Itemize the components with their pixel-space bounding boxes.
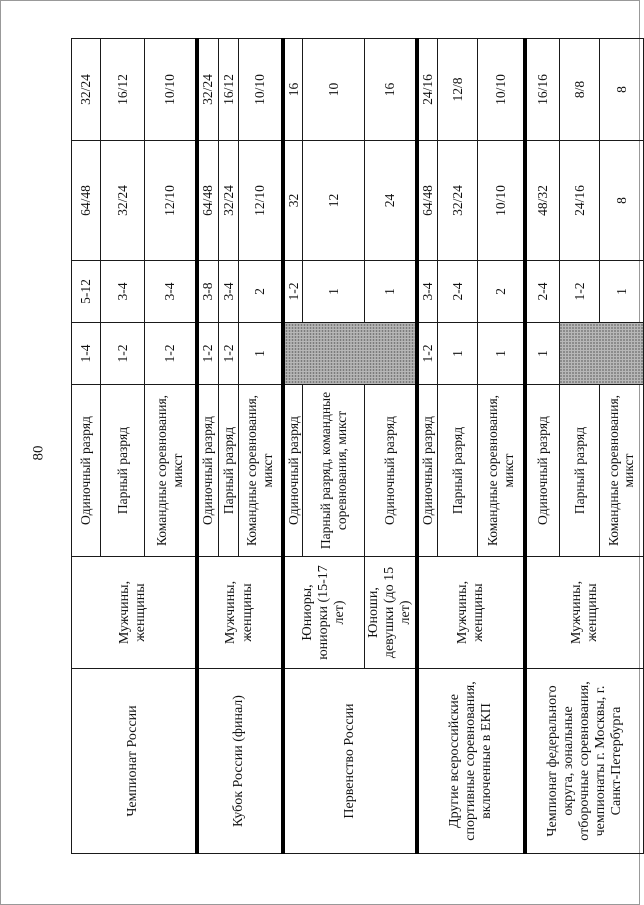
value-cell: 48/32: [525, 141, 559, 261]
value-cell: 32/24: [101, 141, 145, 261]
discipline-cell: Командные соревнования, микст: [477, 385, 525, 557]
category-cell: Мужчины, женщины: [417, 557, 525, 669]
value-cell: 32/24: [197, 39, 219, 141]
places-cell: 1-2: [283, 261, 303, 323]
discipline-cell: Парный разряд, командные соревнования, микст: [303, 385, 365, 557]
discipline-cell: Одиночный разряд: [197, 385, 219, 557]
places-cell: 1: [437, 323, 477, 385]
value-cell: 10/10: [477, 39, 525, 141]
places-cell: 5-12: [72, 261, 101, 323]
value-cell: 8: [599, 39, 643, 141]
discipline-cell: Одиночный разряд: [525, 385, 559, 557]
value-cell: 16: [283, 39, 303, 141]
category-cell: Мужчины, женщины: [525, 557, 643, 669]
value-cell: 24: [365, 141, 418, 261]
competition-cell: Первенство России: [283, 669, 418, 854]
category-cell: Мужчины, женщины: [72, 557, 197, 669]
table-container: [71, 39, 637, 854]
places-cell: 2-4: [525, 261, 559, 323]
places-cell: 1-4: [72, 323, 101, 385]
value-cell: 12: [303, 141, 365, 261]
places-cell: 1: [365, 261, 418, 323]
category-cell: Юниоры, юниорки (15-17 лет): [283, 557, 365, 669]
value-cell: 32/24: [72, 39, 101, 141]
value-cell: 24/16: [417, 39, 437, 141]
places-cell: 1: [239, 323, 283, 385]
discipline-cell: Парный разряд: [101, 385, 145, 557]
discipline-cell: Парный разряд: [437, 385, 477, 557]
table-row: [417, 39, 437, 854]
shaded-cell: [283, 323, 418, 385]
value-cell: 32/24: [437, 141, 477, 261]
value-cell: 64/48: [72, 141, 101, 261]
value-cell: 16/12: [101, 39, 145, 141]
category-cell: Юноши, девушки (до 15 лет): [365, 557, 418, 669]
places-cell: 2: [477, 261, 525, 323]
discipline-cell: Командные соревнования, микст: [239, 385, 283, 557]
value-cell: 12/8: [437, 39, 477, 141]
shaded-cell: [559, 323, 643, 385]
competition-cell: Другие всероссийские спортивные соревнования, включенные в ЕКП: [417, 669, 525, 854]
places-cell: 3-8: [197, 261, 219, 323]
table-row: [72, 39, 101, 854]
places-cell: 2: [239, 261, 283, 323]
places-cell: 3-4: [101, 261, 145, 323]
places-cell: 1-2: [197, 323, 219, 385]
value-cell: 12/10: [145, 141, 197, 261]
competition-cell: Чемпионат России: [72, 669, 197, 854]
table-row: [525, 39, 559, 854]
discipline-cell: Одиночный разряд: [365, 385, 418, 557]
value-cell: 10/10: [145, 39, 197, 141]
value-cell: 32: [283, 141, 303, 261]
value-cell: 64/48: [417, 141, 437, 261]
rotated-table-wrapper: [71, 39, 637, 854]
value-cell: 12/10: [239, 141, 283, 261]
category-cell: Мужчины, женщины: [197, 557, 283, 669]
value-cell: 10/10: [239, 39, 283, 141]
places-cell: 1: [525, 323, 559, 385]
table-row: [197, 39, 219, 854]
value-cell: 10: [303, 39, 365, 141]
page-number: 80: [30, 445, 47, 461]
places-cell: 3-4: [219, 261, 239, 323]
value-cell: 10/10: [477, 141, 525, 261]
places-cell: 1: [303, 261, 365, 323]
discipline-cell: Командные соревнования, микст: [599, 385, 643, 557]
places-cell: 1-2: [145, 323, 197, 385]
discipline-cell: Одиночный разряд: [72, 385, 101, 557]
places-cell: 1: [599, 261, 643, 323]
places-cell: 3-4: [145, 261, 197, 323]
places-cell: 3-4: [417, 261, 437, 323]
value-cell: 16/12: [219, 39, 239, 141]
places-cell: 1-2: [101, 323, 145, 385]
discipline-cell: Одиночный разряд: [283, 385, 303, 557]
table-row: [283, 39, 303, 854]
discipline-cell: Парный разряд: [559, 385, 599, 557]
discipline-cell: Одиночный разряд: [417, 385, 437, 557]
ranking-table: [71, 38, 644, 854]
value-cell: 8/8: [559, 39, 599, 141]
value-cell: 16: [365, 39, 418, 141]
places-cell: 1: [477, 323, 525, 385]
discipline-cell: Парный разряд: [219, 385, 239, 557]
competition-cell: Чемпионат федерального округа, зональные отборочные соревнования, чемпионаты г. Москвы, г. Санкт-Петербурга: [525, 669, 643, 854]
competition-cell: Кубок России (финал): [197, 669, 283, 854]
places-cell: 1-2: [559, 261, 599, 323]
value-cell: 64/48: [197, 141, 219, 261]
places-cell: 1-2: [219, 323, 239, 385]
value-cell: 8: [599, 141, 643, 261]
discipline-cell: Командные соревнования, микст: [145, 385, 197, 557]
value-cell: 24/16: [559, 141, 599, 261]
places-cell: 1-2: [417, 323, 437, 385]
places-cell: 2-4: [437, 261, 477, 323]
value-cell: 32/24: [219, 141, 239, 261]
value-cell: 16/16: [525, 39, 559, 141]
